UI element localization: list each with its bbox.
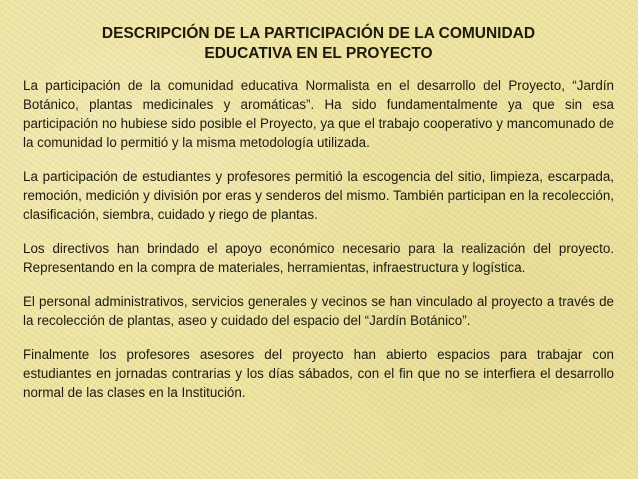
slide-title-line-2: EDUCATIVA EN EL PROYECTO xyxy=(204,45,433,62)
slide-title-line-1: DESCRIPCIÓN DE LA PARTICIPACIÓN DE LA COMUNIDAD xyxy=(101,25,536,42)
paragraph-staff-neighbors: El personal administrativos, servicios generales y vecinos se han vinculado al proyecto a través de la recolección de plantas, aseo y cuidado del espacio del “Jardín Botánico”. xyxy=(23,294,614,328)
paragraph-community-participation: La participación de la comunidad educativa Normalista en el desarrollo del Proyecto, “Jardín Botánico, plantas medicinales y aromáticas”. Ha sido fundamentalmente ya que sin esa participación no hubiese sido posible el Proyecto, ya que el trabajo cooperativo y mancomunado de la comunidad lo permitió y la misma metodología utilizada. xyxy=(23,78,614,150)
paragraph-students-teachers: La participación de estudiantes y profesores permitió la escogencia del sitio, limpieza, escarpada, remoción, medición y división por eras y senderos del mismo. También participan en la recolección, clasificación, siembra, cuidado y riego de plantas. xyxy=(23,169,614,222)
paragraph-directors: Los directivos han brindado el apoyo económico necesario para la realización del proyecto. Representando en la compra de materiales, herramientas, infraestructura y logística. xyxy=(23,241,614,275)
slide-title xyxy=(23,24,614,64)
slide-body xyxy=(23,76,614,402)
paragraph-advisors: Finalmente los profesores asesores del proyecto han abierto espacios para trabajar con estudiantes en jornadas contrarias y los días sábados, con el fin que no se interfiera el desarrollo normal de las clases en la Institución. xyxy=(23,347,614,400)
